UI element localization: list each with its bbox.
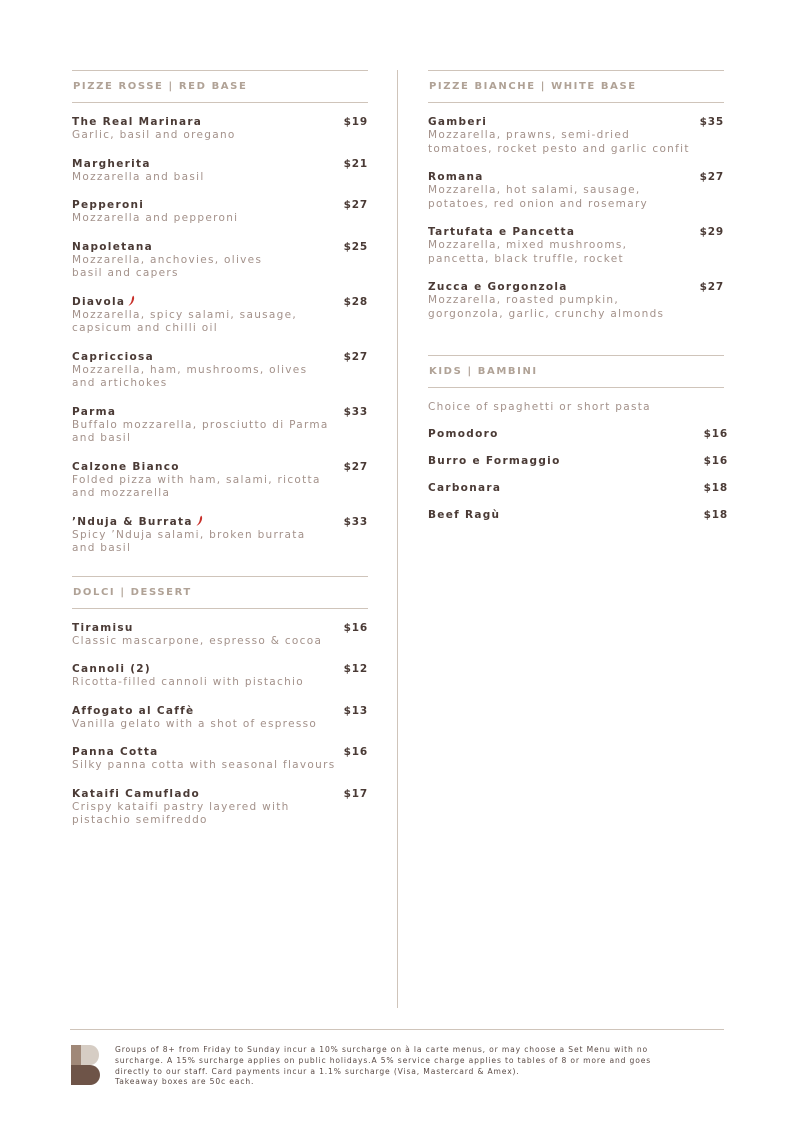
item-name: Affogato al Caffè [72, 704, 195, 717]
item-price: $16 [343, 621, 368, 634]
menu-item [428, 280, 724, 321]
footer-line: directly to our staff. Card payments incur a 1.1% surcharge (Visa, Mastercard & Amex). [115, 1066, 520, 1076]
item-name: Napoletana [72, 240, 153, 253]
item-price: $16 [703, 455, 728, 467]
item-name: Pomodoro [428, 428, 499, 440]
bianche-list [428, 103, 724, 321]
menu-item [428, 115, 724, 156]
right-column [428, 70, 728, 535]
menu-item [428, 454, 728, 468]
menu-item [428, 427, 728, 441]
item-name: ’Nduja & Burrata [72, 515, 193, 528]
item-description: Mozzarella, mixed mushrooms, pancetta, black truffle, rocket [428, 239, 628, 265]
item-price: $27 [699, 281, 724, 293]
chili-pepper-icon [196, 515, 203, 526]
menu-item [72, 662, 368, 690]
item-price: $35 [699, 116, 724, 128]
item-price: $25 [343, 240, 368, 253]
item-name: Tartufata e Pancetta [428, 226, 576, 238]
item-description: Vanilla gelato with a shot of espresso [72, 717, 318, 730]
item-name: Tiramisu [72, 621, 134, 634]
item-description: Mozzarella, hot salami, sausage, potatoes, red onion and rosemary [428, 184, 649, 210]
item-description: Mozzarella, prawns, semi-dried tomatoes, rocket pesto and garlic confit [428, 129, 690, 155]
footer-divider [70, 1029, 724, 1030]
item-name: Carbonara [428, 482, 502, 494]
item-name: Burro e Formaggio [428, 455, 561, 467]
item-description: Mozzarella and pepperoni [72, 212, 239, 224]
item-name: Kataifi Camuflado [72, 787, 201, 800]
menu-item [428, 170, 724, 211]
item-name: Cannoli (2) [72, 663, 152, 675]
menu-item [72, 198, 368, 226]
item-price: $27 [699, 171, 724, 183]
footer-line: Groups of 8+ from Friday to Sunday incur a 10% surcharge on à la carte menus, or may choose a Set Menu with no [115, 1045, 649, 1054]
item-price: $12 [343, 663, 368, 675]
menu-item [72, 115, 368, 143]
item-price: $27 [343, 199, 368, 211]
item-description: Classic mascarpone, espresso & cocoa [72, 634, 323, 647]
left-column [72, 70, 368, 842]
footer-line: Takeaway boxes are 50c each. [115, 1077, 255, 1087]
menu-item [72, 405, 368, 446]
item-price: $18 [703, 482, 728, 494]
item-name: Parma [72, 405, 117, 418]
menu-item [72, 621, 368, 649]
footer-line: surcharge. A 15% surcharge applies on public holidays.A 5% service charge applies to tables of 8 or more and goes [115, 1055, 652, 1065]
menu-item [72, 157, 368, 185]
item-name: Margherita [72, 157, 151, 170]
item-price: $18 [703, 509, 728, 521]
section-heading-kids: KIDS | BAMBINI [428, 355, 724, 388]
section-heading-dolci: DOLCI | DESSERT [72, 576, 368, 609]
menu-item [428, 481, 728, 495]
item-description: Buffalo mozzarella, prosciutto di Parma and basil [72, 418, 329, 444]
menu-item [72, 295, 368, 336]
item-name: Diavola [72, 295, 126, 308]
item-price: $17 [343, 787, 368, 800]
item-price: $27 [343, 350, 368, 363]
chili-pepper-icon [128, 295, 135, 306]
section-heading-bianche: PIZZE BIANCHE | WHITE BASE [428, 70, 724, 103]
item-price: $19 [343, 116, 368, 128]
kids-note: Choice of spaghetti or short pasta [428, 401, 651, 413]
item-name: The Real Marinara [72, 116, 203, 128]
rosse-list [72, 103, 368, 556]
item-description: Garlic, basil and oregano [72, 129, 236, 141]
item-description: Spicy ’Nduja salami, broken burrata and basil [72, 528, 306, 554]
footer-notice [115, 1045, 727, 1088]
item-description: Crispy kataifi pastry layered with pistachio semifreddo [72, 800, 290, 826]
menu-item [72, 515, 368, 556]
item-description: Mozzarella and basil [72, 170, 205, 183]
item-description: Mozzarella, roasted pumpkin, gorgonzola, garlic, crunchy almonds [428, 294, 665, 320]
item-price: $16 [703, 428, 728, 440]
item-price: $21 [343, 157, 368, 170]
item-name-row [72, 515, 368, 529]
item-description: Ricotta-filled cannoli with pistachio [72, 676, 304, 688]
item-price: $33 [343, 405, 368, 418]
menu-item [72, 704, 368, 732]
dolci-list [72, 609, 368, 828]
item-description: Mozzarella, spicy salami, sausage, capsicum and chilli oil [72, 308, 298, 334]
item-description: Folded pizza with ham, salami, ricotta and mozzarella [72, 473, 321, 499]
item-name: Calzone Bianco [72, 460, 180, 473]
menu-item [72, 745, 368, 773]
item-description: Mozzarella, anchovies, olives basil and capers [72, 253, 263, 279]
item-name-row [72, 295, 368, 309]
item-name: Zucca e Gorgonzola [428, 281, 568, 293]
menu-item [72, 240, 368, 281]
item-price: $33 [343, 515, 368, 528]
item-price: $13 [343, 704, 368, 717]
item-description: Mozzarella, ham, mushrooms, olives and artichokes [72, 363, 308, 389]
menu-item [428, 225, 724, 266]
item-name: Romana [428, 171, 484, 183]
item-name: Panna Cotta [72, 746, 159, 758]
item-price: $29 [699, 226, 724, 238]
item-price: $27 [343, 460, 368, 473]
menu-item [428, 508, 728, 522]
item-price: $28 [343, 295, 368, 308]
item-name: Beef Ragù [428, 509, 501, 521]
menu-item [72, 350, 368, 391]
menu-item [72, 460, 368, 501]
item-description: Silky panna cotta with seasonal flavours [72, 759, 336, 771]
item-price: $16 [343, 746, 368, 758]
section-heading-rosse: PIZZE ROSSE | RED BASE [72, 70, 368, 103]
item-name: Gamberi [428, 116, 488, 128]
brand-logo-icon [71, 1045, 100, 1085]
menu-item [72, 787, 368, 828]
kids-list [428, 388, 728, 522]
item-name: Capricciosa [72, 350, 154, 363]
item-name: Pepperoni [72, 199, 145, 211]
column-divider [397, 70, 398, 1008]
